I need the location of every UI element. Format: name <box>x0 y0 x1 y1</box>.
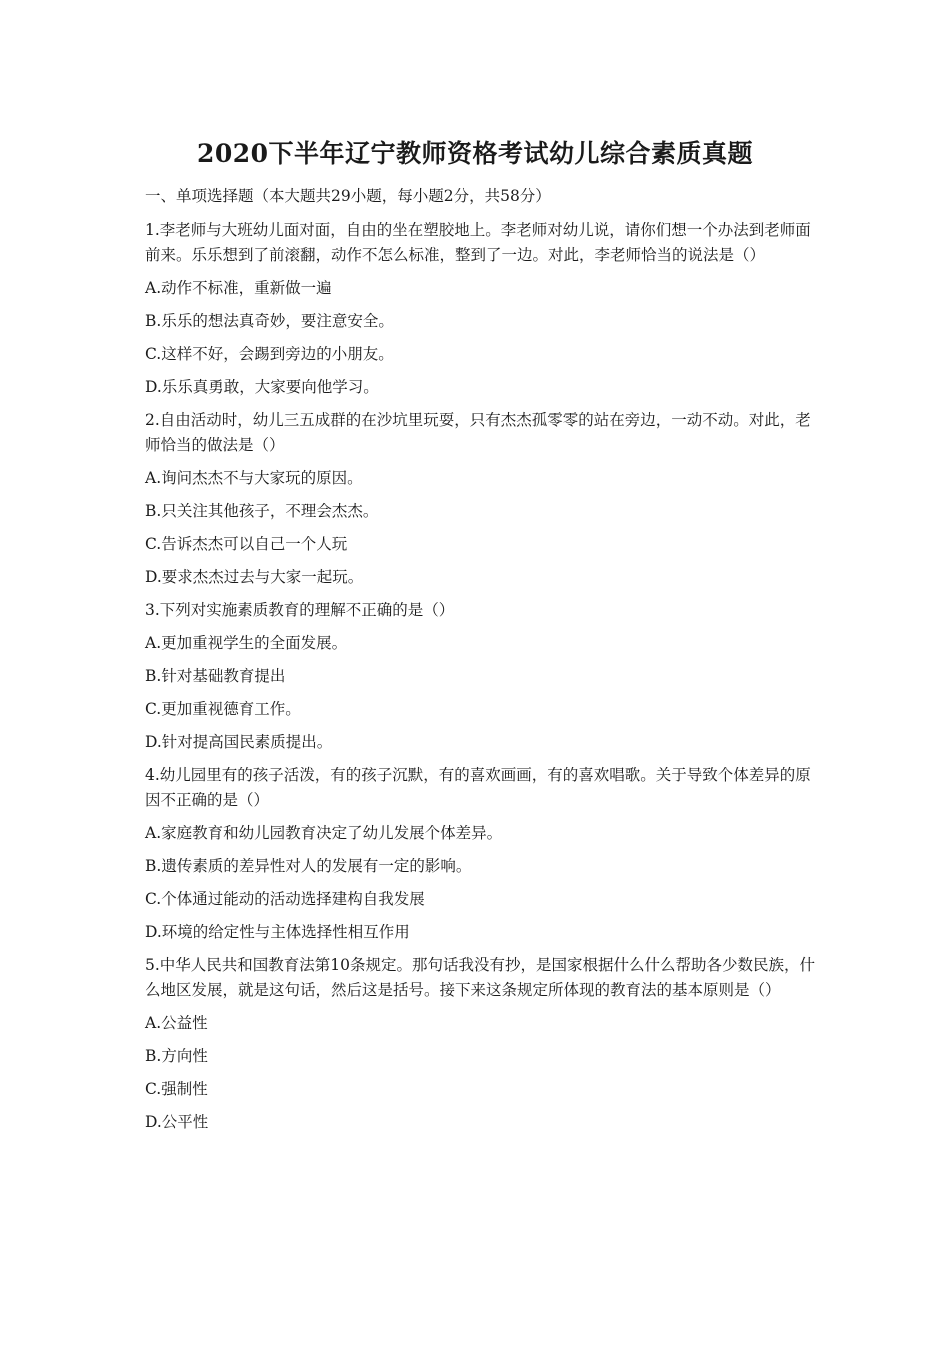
option-b: B.乐乐的想法真奇妙，要注意安全。 <box>145 312 394 330</box>
option-d: D.公平性 <box>145 1113 209 1131</box>
option-b: B.只关注其他孩子，不理会杰杰。 <box>145 502 379 520</box>
option-d: D.乐乐真勇敢，大家要向他学习。 <box>145 378 379 396</box>
option-a: A.询问杰杰不与大家玩的原因。 <box>145 469 363 487</box>
option-b: B.方向性 <box>145 1047 208 1065</box>
option-c: C.这样不好，会踢到旁边的小朋友。 <box>145 345 394 363</box>
question-block <box>145 408 815 590</box>
option-c: C.更加重视德育工作。 <box>145 700 301 718</box>
option-a: A.家庭教育和幼儿园教育决定了幼儿发展个体差异。 <box>145 824 503 842</box>
option-b: B.针对基础教育提出 <box>145 667 286 685</box>
question-stem: 1.李老师与大班幼儿面对面，自由的坐在塑胶地上。李老师对幼儿说，请你们想一个办法到老师面前来。乐乐想到了前滚翻，动作不怎么标准，整到了一边。对此，李老师恰当的说法是（） <box>145 221 811 264</box>
question-block <box>145 953 815 1135</box>
option-b: B.遗传素质的差异性对人的发展有一定的影响。 <box>145 857 472 875</box>
option-a: A.动作不标准，重新做一遍 <box>145 279 332 297</box>
option-a: A.公益性 <box>145 1014 208 1032</box>
document-body <box>145 184 815 1143</box>
option-c: C.告诉杰杰可以自己一个人玩 <box>145 535 348 553</box>
question-stem: 5.中华人民共和国教育法第10条规定。那句话我没有抄，是国家根据什么什么帮助各少数民族，什么地区发展，就是这句话，然后这是括号。接下来这条规定所体现的教育法的基本原则是（） <box>145 956 816 999</box>
option-d: D.针对提高国民素质提出。 <box>145 733 333 751</box>
question-block <box>145 763 815 945</box>
option-d: D.环境的给定性与主体选择性相互作用 <box>145 923 410 941</box>
question-block <box>145 218 815 400</box>
option-a: A.更加重视学生的全面发展。 <box>145 634 348 652</box>
option-c: C.强制性 <box>145 1080 208 1098</box>
section-heading: 一、单项选择题（本大题共29小题，每小题2分，共58分） <box>145 187 551 205</box>
option-d: D.要求杰杰过去与大家一起玩。 <box>145 568 364 586</box>
question-stem: 4.幼儿园里有的孩子活泼，有的孩子沉默，有的喜欢画画，有的喜欢唱歌。关于导致个体差异的原因不正确的是（） <box>145 766 811 809</box>
question-stem: 2.自由活动时，幼儿三五成群的在沙坑里玩耍，只有杰杰孤零零的站在旁边，一动不动。对此，老师恰当的做法是（） <box>145 411 811 454</box>
question-stem: 3.下列对实施素质教育的理解不正确的是（） <box>145 601 455 619</box>
option-c: C.个体通过能动的活动选择建构自我发展 <box>145 890 425 908</box>
question-block <box>145 598 815 755</box>
page-title: 2020下半年辽宁教师资格考试幼儿综合素质真题 <box>196 139 754 168</box>
